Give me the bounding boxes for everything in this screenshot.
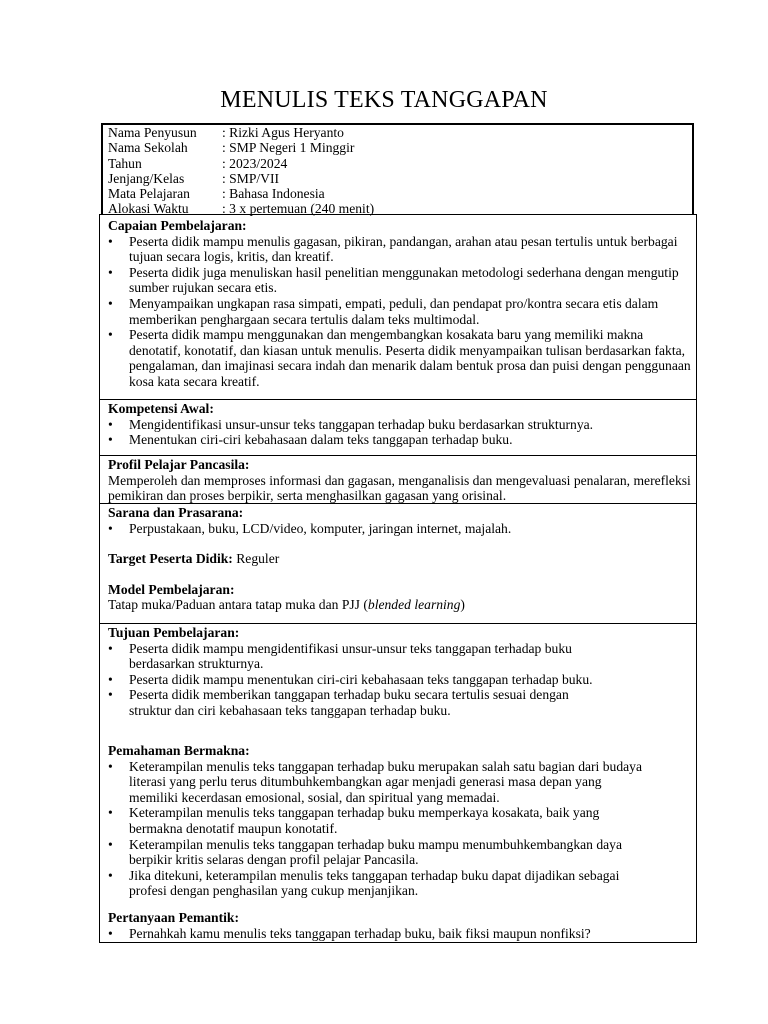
bullet-list: [108, 234, 692, 390]
list-item: • Keterampilan menulis teks tanggapan terhadap buku memperkaya kosakata, baik yang bermakna denotatif maupun konotatif.: [108, 805, 652, 836]
info-value: : 3 x pertemuan (240 menit): [222, 201, 375, 217]
list-item: • Peserta didik memberikan tanggapan terhadap buku secara tertulis sesuai dengan struktur dan ciri kebahasaan teks tanggapan terhadap buku.: [108, 687, 596, 718]
target-line: [108, 551, 692, 567]
list-item: • Perpustakaan, buku, LCD/video, komputer, jaringan internet, majalah.: [108, 521, 692, 537]
section-heading: Pertanyaan Pemantik:: [108, 910, 240, 925]
bullet-list: [108, 641, 692, 719]
section-profil: [100, 455, 696, 504]
content-box: [99, 214, 697, 943]
list-item: • Peserta didik mampu mengidentifikasi unsur-unsur teks tanggapan terhadap buku berdasarkan strukturnya.: [108, 641, 596, 672]
list-item: • Peserta didik mampu menulis gagasan, pikiran, pandangan, arahan atau pesan tertulis untuk berbagai tujuan secara logis, kritis, dan kreatif.: [108, 234, 692, 265]
info-value: : 2023/2024: [222, 155, 288, 171]
info-label: Nama Penyusun: [108, 125, 197, 140]
list-item: • Keterampilan menulis teks tanggapan terhadap buku merupakan salah satu bagian dari budaya literasi yang perlu terus ditumbuhkembangkan agar menjadi generasi masa depan yang memiliki kecerdasan emosional, sosial, dan spiritual yang memadai.: [108, 759, 652, 806]
info-value: : SMP Negeri 1 Minggir: [222, 140, 355, 156]
section-capaian: [100, 218, 696, 390]
model-text-end: ): [460, 597, 465, 613]
identity-box: [101, 123, 694, 215]
list-item: • Peserta didik mampu menentukan ciri-ciri kebahasaan teks tanggapan terhadap buku.: [108, 672, 596, 688]
target-heading: Target Peserta Didik:: [108, 551, 233, 567]
section-heading: Kompetensi Awal:: [108, 401, 214, 416]
section-text: Memperoleh dan memproses informasi dan gagasan, menganalisis dan mengevaluasi penalaran, merefleksi pemikiran dan proses berpikir, serta menghasilkan gagasan yang orisinal.: [108, 472, 691, 504]
list-item: • Jika ditekuni, keterampilan menulis teks tanggapan terhadap buku dapat dijadikan sebagai profesi dengan penghasilan yang cukup menjanjikan.: [108, 868, 652, 899]
info-label: Jenjang/Kelas: [108, 170, 185, 186]
document-title: MENULIS TEKS TANGGAPAN: [220, 87, 548, 113]
model-text: [108, 597, 692, 613]
info-value: : Rizki Agus Heryanto: [222, 125, 344, 140]
section-heading: Profil Pelajar Pancasila:: [108, 457, 250, 472]
target-value: Reguler: [232, 551, 280, 567]
list-item: • Pernahkah kamu menulis teks tanggapan terhadap buku, baik fiksi maupun nonfiksi?: [108, 926, 692, 942]
info-value: : Bahasa Indonesia: [222, 186, 325, 202]
bullet-list: [108, 759, 692, 899]
section-heading: Pemahaman Bermakna:: [108, 743, 250, 758]
model-heading: Model Pembelajaran:: [108, 581, 235, 597]
list-item: • Peserta didik mampu menggunakan dan mengembangkan kosakata baru yang memiliki makna denotatif, konotatif, dan kiasan untuk menulis. Peserta didik menyampaikan tulisan berdasarkan fakta, pengalaman, dan imajinasi secara indah dan menarik dalam bentuk prosa dan puisi dengan penggunaan kosa kata secara kreatif.: [108, 327, 692, 389]
list-item: • Peserta didik juga menuliskan hasil penelitian menggunakan metodologi sederhana dengan mengutip sumber rujukan secara etis.: [108, 265, 692, 296]
bullet-list: [108, 926, 692, 942]
section-heading: Sarana dan Prasarana:: [108, 505, 244, 520]
info-value: : SMP/VII: [222, 170, 280, 186]
section-pertanyaan: [100, 910, 696, 941]
list-item: • Menentukan ciri-ciri kebahasaan dalam teks tanggapan terhadap buku.: [108, 432, 692, 448]
list-item: • Mengidentifikasi unsur-unsur teks tanggapan terhadap buku berdasarkan strukturnya.: [108, 417, 692, 433]
model-text-italic: blended learning: [367, 597, 461, 613]
list-item: • Menyampaikan ungkapan rasa simpati, empati, peduli, dan pendapat pro/kontra secara etis dalam memberikan penghargaan secara tertulis dalam teks multimodal.: [108, 296, 692, 327]
info-row: [108, 125, 692, 140]
section-tujuan: [100, 623, 696, 719]
info-label: Tahun: [108, 155, 142, 171]
info-label: Nama Sekolah: [108, 140, 188, 156]
bullet-list: [108, 521, 692, 537]
section-heading: Capaian Pembelajaran:: [108, 218, 247, 233]
model-text-start: Tatap muka/Paduan antara tatap muka dan PJJ (: [108, 597, 368, 613]
section-heading: Tujuan Pembelajaran:: [108, 625, 240, 640]
bullet-list: [108, 417, 692, 448]
info-row: [108, 186, 692, 201]
info-label: Alokasi Waktu: [108, 201, 189, 217]
list-item: • Keterampilan menulis teks tanggapan terhadap buku mampu menumbuhkembangkan daya berpikir kritis selaras dengan profil pelajar Pancasila.: [108, 837, 652, 868]
section-pemahaman: [100, 743, 696, 899]
section-kompetensi: [100, 399, 696, 448]
info-row: [108, 171, 692, 186]
info-label: Mata Pelajaran: [108, 186, 190, 202]
info-row: [108, 140, 692, 155]
info-row: [108, 156, 692, 171]
section-sarana: [100, 503, 696, 613]
